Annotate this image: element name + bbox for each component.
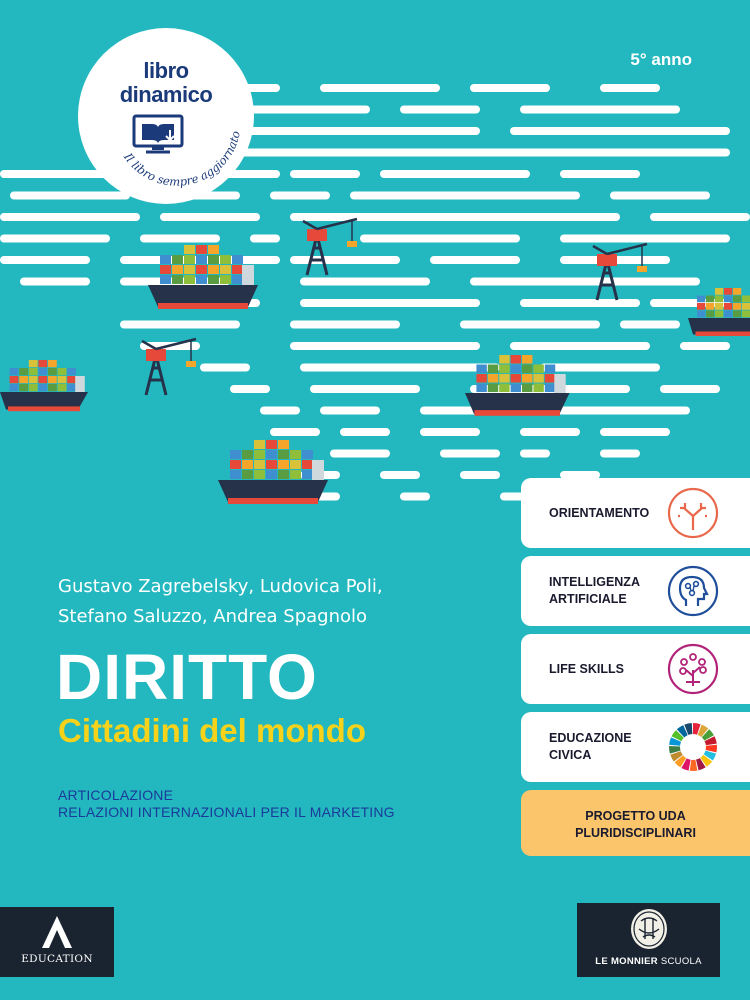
badge-title-line2: dinamico	[119, 82, 213, 107]
mondadori-a-logo-icon	[41, 915, 73, 949]
ai-head-icon	[666, 564, 720, 618]
badge-title-line1: libro	[143, 58, 189, 83]
feature-life-skills[interactable]	[521, 634, 750, 704]
feature-label-line2: CIVICA	[549, 748, 592, 762]
feature-progetto-uda[interactable]	[521, 790, 750, 856]
feature-label	[549, 556, 640, 626]
authors	[58, 572, 383, 632]
feature-label-line1: PROGETTO UDA	[585, 809, 686, 823]
school-year-label: 5° anno	[630, 50, 692, 69]
le-monnier-seal-icon	[629, 907, 669, 951]
le-monnier-name: LE MONNIER	[595, 956, 658, 967]
life-skills-tree-icon	[666, 642, 720, 696]
feature-label	[549, 712, 632, 782]
le-monnier-logo	[577, 903, 720, 977]
mondadori-education-logo	[0, 907, 114, 977]
feature-label-line2: PLURIDISCIPLINARI	[575, 826, 696, 840]
articolazione	[58, 787, 395, 821]
education-label: EDUCATION	[21, 953, 93, 965]
feature-label: LIFE SKILLS	[549, 661, 624, 676]
feature-box-list	[521, 478, 750, 864]
feature-label: ORIENTAMENTO	[549, 505, 650, 520]
le-monnier-label	[577, 956, 720, 967]
scuola-label: SCUOLA	[660, 956, 702, 967]
feature-label	[521, 790, 750, 860]
feature-label-line1: EDUCAZIONE	[549, 731, 632, 745]
badge-curved-text	[78, 28, 254, 204]
libro-dinamico-badge[interactable]	[78, 28, 254, 204]
book-title: DIRITTO	[56, 641, 318, 713]
svg-text:Il libro sempre aggiornato	[120, 130, 243, 189]
feature-educazione-civica[interactable]	[521, 712, 750, 782]
book-subtitle: Cittadini del mondo	[58, 712, 366, 749]
feature-label-line1: INTELLIGENZA	[549, 575, 640, 589]
feature-label-line2: ARTIFICIALE	[549, 592, 627, 606]
authors-line-1: Gustavo Zagrebelsky, Ludovica Poli,	[58, 576, 383, 597]
orientation-arrows-icon	[666, 486, 720, 540]
feature-intelligenza-artificiale[interactable]	[521, 556, 750, 626]
badge-slogan: Il libro sempre aggiornato	[121, 129, 243, 189]
authors-line-2: Stefano Saluzzo, Andrea Spagnolo	[58, 606, 368, 627]
articolazione-line-1: ARTICOLAZIONE	[58, 787, 174, 803]
feature-orientamento[interactable]	[521, 478, 750, 548]
articolazione-line-2: RELAZIONI INTERNAZIONALI PER IL MARKETING	[58, 804, 395, 820]
sdg-wheel-icon	[666, 720, 720, 774]
